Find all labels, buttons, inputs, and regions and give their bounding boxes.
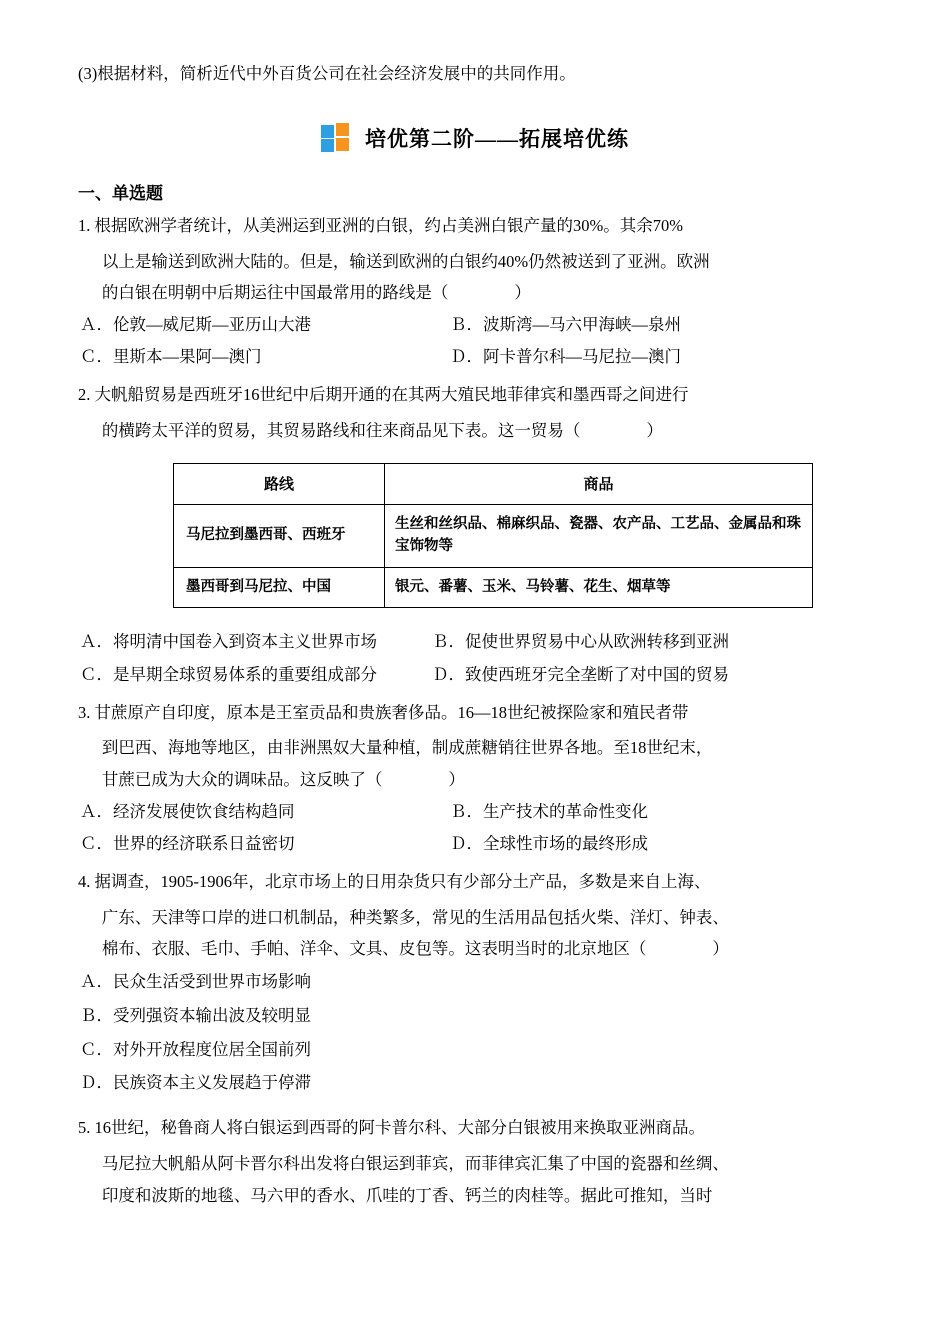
question-text: 以上是输送到欧洲大陆的。但是，输送到欧洲的白银约40%仍然被送到了亚洲。欧洲 xyxy=(101,251,710,271)
cell-route: 马尼拉到墨西哥、西班牙 xyxy=(174,505,385,568)
option-b[interactable]: Ｂ．促使世界贸易中心从欧洲转移到亚洲 xyxy=(432,632,729,652)
brand-logo-icon xyxy=(321,123,355,153)
option-a[interactable]: Ａ．民众生活受到世界市场影响 xyxy=(80,972,311,992)
question-block xyxy=(78,1112,872,1211)
question-block xyxy=(78,210,872,373)
question-text: 3. 甘蔗原产自印度，原本是王室贡品和贵族奢侈品。16—18世纪被探险家和殖民者带 xyxy=(78,702,689,722)
question-text: 棉布、衣服、毛巾、手帕、洋伞、文具、皮包等。这表明当时的北京地区（ ） xyxy=(101,939,729,959)
question-text: 甘蔗已成为大众的调味品。这反映了（ ） xyxy=(101,770,465,790)
column-header-route: 路线 xyxy=(174,463,385,505)
option-a[interactable]: Ａ．伦敦—威尼斯—亚历山大港 xyxy=(80,314,311,334)
option-d[interactable]: Ｄ．民族资本主义发展趋于停滞 xyxy=(80,1073,311,1093)
section-title: 培优第二阶——拓展培优练 xyxy=(365,126,629,151)
question-text: 4. 据调查，1905-1906年，北京市场上的日用杂货只有少部分土产品，多数是来自上海、 xyxy=(78,872,711,892)
option-d[interactable]: Ｄ．阿卡普尔科—马尼拉—澳门 xyxy=(450,347,681,367)
option-b[interactable]: Ｂ．波斯湾—马六甲海峡—泉州 xyxy=(450,314,681,334)
subsection-heading: 一、单选题 xyxy=(78,183,163,203)
cell-route: 墨西哥到马尼拉、中国 xyxy=(174,567,385,608)
question-text: 印度和波斯的地毯、马六甲的香水、爪哇的丁香、钙兰的肉桂等。据此可推知，当时 xyxy=(101,1185,713,1205)
trade-table xyxy=(173,463,813,609)
question-text: 1. 根据欧洲学者统计，从美洲运到亚洲的白银，约占美洲白银产量的30%。其余70% xyxy=(78,215,683,235)
option-b[interactable]: Ｂ．受列强资本输出波及较明显 xyxy=(80,1005,311,1025)
option-d[interactable]: Ｄ．致使西班牙完全垄断了对中国的贸易 xyxy=(432,664,729,684)
table-header-row xyxy=(174,463,813,505)
question-options xyxy=(78,626,872,690)
question-text: 的横跨太平洋的贸易，其贸易路线和往来商品见下表。这一贸易（ ） xyxy=(101,420,663,440)
question-options xyxy=(78,309,872,373)
intro-question: (3)根据材料，简析近代中外百货公司在社会经济发展中的共同作用。 xyxy=(78,64,576,83)
question-block xyxy=(78,697,872,860)
table-row xyxy=(174,505,813,568)
option-c[interactable]: Ｃ．对外开放程度位居全国前列 xyxy=(80,1039,311,1059)
question-text: 广东、天津等口岸的进口机制品，种类繁多，常见的生活用品包括火柴、洋灯、钟表、 xyxy=(101,907,729,927)
option-c[interactable]: Ｃ．里斯本—果阿—澳门 xyxy=(80,347,262,367)
question-text: 马尼拉大帆船从阿卡晋尔科出发将白银运到菲宾，而菲律宾汇集了中国的瓷器和丝绸、 xyxy=(101,1153,729,1173)
option-c[interactable]: Ｃ．是早期全球贸易体系的重要组成部分 xyxy=(80,664,377,684)
option-a[interactable]: Ａ．经济发展使饮食结构趋同 xyxy=(80,801,295,821)
option-a[interactable]: Ａ．将明清中国卷入到资本主义世界市场 xyxy=(80,632,377,652)
option-b[interactable]: Ｂ．生产技术的革命性变化 xyxy=(450,801,648,821)
question-text: 到巴西、海地等地区，由非洲黑奴大量种植，制成蔗糖销往世界各地。至18世纪末， xyxy=(101,738,713,758)
question-text: 2. 大帆船贸易是西班牙16世纪中后期开通的在其两大殖民地菲律宾和墨西哥之间进行 xyxy=(78,385,689,405)
table-row xyxy=(174,567,813,608)
question-block xyxy=(78,866,872,1100)
option-d[interactable]: Ｄ．全球性市场的最终形成 xyxy=(450,833,648,853)
option-c[interactable]: Ｃ．世界的经济联系日益密切 xyxy=(80,833,295,853)
cell-goods: 生丝和丝织品、棉麻织品、瓷器、农产品、工艺品、金属品和珠宝饰物等 xyxy=(385,505,813,568)
question-options xyxy=(78,965,872,1100)
trade-table-wrapper xyxy=(78,463,872,609)
column-header-goods: 商品 xyxy=(385,463,813,505)
question-text: 5. 16世纪，秘鲁商人将白银运到西哥的阿卡普尔科、大部分白银被用来换取亚洲商品。 xyxy=(78,1118,705,1138)
question-options xyxy=(78,796,872,860)
section-heading xyxy=(78,123,872,153)
question-text: 的白银在明朝中后期运往中国最常用的路线是（ ） xyxy=(101,283,531,303)
cell-goods: 银元、番薯、玉米、马铃薯、花生、烟草等 xyxy=(385,567,813,608)
question-block xyxy=(78,379,872,690)
